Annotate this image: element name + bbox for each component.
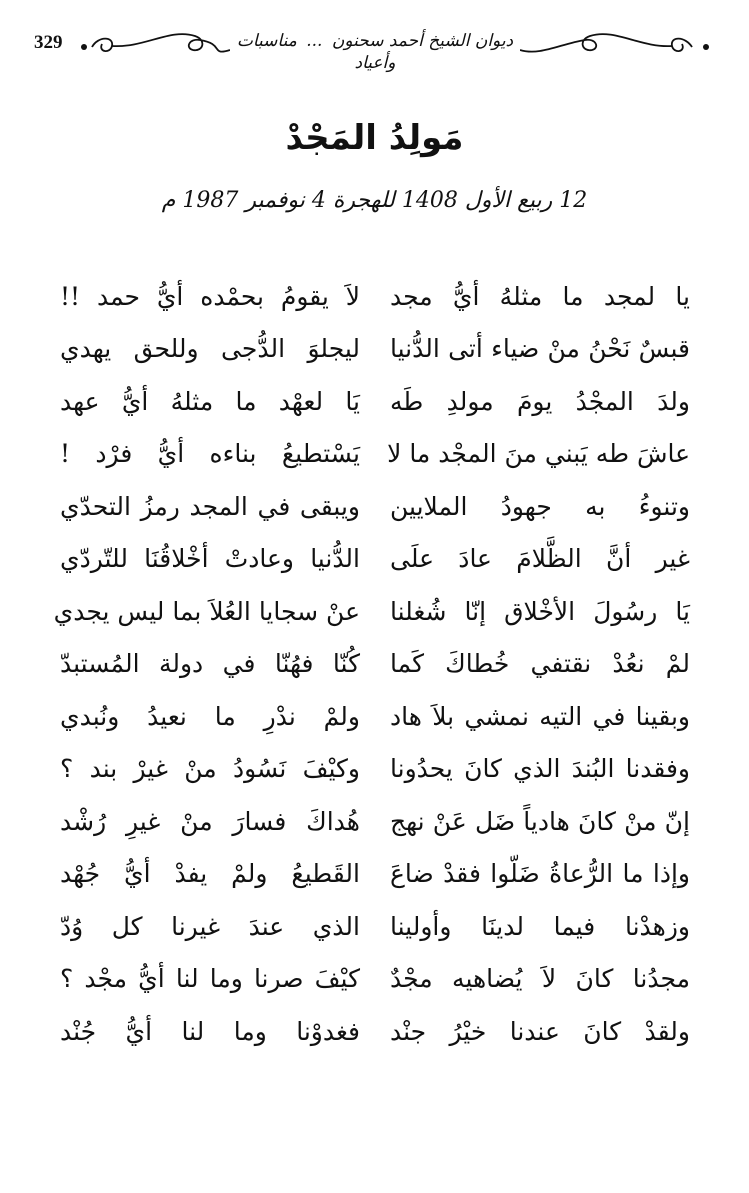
verse-first-hemistich: قبسٌ نَحْنُ منْ ضياء أتى الدُّنيا	[390, 334, 690, 364]
header-separator: ...	[306, 31, 323, 51]
verse-second-hemistich: عنْ سجايا العُلاَ بما ليس يجدي	[53, 596, 360, 626]
poem-date: 12 ربيع الأول 1408 للهجرة 4 نوفمبر 1987 م	[161, 188, 588, 213]
verse-first-hemistich: غير أنَّ الظَّلامَ عادَ علَى	[390, 544, 690, 574]
verse-second-hemistich: كيْفَ صرنا وما لنا أيُّ مجْد ؟	[60, 964, 360, 994]
verse-row	[60, 480, 690, 533]
verse-second-hemistich: لاَ يقومُ بحمْده أيُّ حمد !!	[60, 281, 360, 311]
verse-row	[60, 848, 690, 901]
verse-first-hemistich: وبقينا في التيه نمشي بلاَ هاد	[390, 701, 690, 731]
verse-second-hemistich: فغدوْنا وما لنا أيُّ جُنْد	[60, 1016, 360, 1046]
book-title: ديوان الشيخ أحمد سحنون	[331, 31, 514, 51]
verse-second-hemistich: يَسْتطيعُ بناءه أيُّ فرْد !	[60, 439, 360, 469]
verse-first-hemistich: وإذا ما الرُّعاةُ ضَلّوا فقدْ ضاعَ	[390, 859, 690, 889]
verse-second-hemistich: الدُّنيا وعادتْ أخْلاقُنَا للتّردّي	[60, 544, 360, 574]
verse-row	[60, 323, 690, 376]
page-number: 329	[34, 32, 63, 53]
verse-first-hemistich: ولدَ المجْدُ يومَ مولدِ طَه	[390, 386, 690, 416]
verse-first-hemistich: مجدُنا كانَ لاَ يُضاهيه مجْدٌ	[390, 964, 690, 994]
verse-row	[60, 795, 690, 848]
verse-second-hemistich: ولمْ ندْرِ ما نعيدُ ونُبدي	[60, 701, 360, 731]
verse-first-hemistich: عاشَ طه يَبني منَ المجْد ما لا	[387, 439, 690, 469]
verse-second-hemistich: هُداكَ فسارَ منْ غيرِ رُشْد	[60, 806, 360, 836]
section-name: مناسبات وأعياد	[236, 31, 396, 73]
running-header	[30, 22, 720, 72]
verse-first-hemistich: وتنوءُ به جهودُ الملايين	[390, 491, 690, 521]
verse-row	[60, 375, 690, 428]
verse-second-hemistich: الذي عندَ غيرنا كل وُدّ	[60, 911, 360, 941]
verse-second-hemistich: ويبقى في المجد رمزُ التحدّي	[60, 491, 360, 521]
verse-row	[60, 1005, 690, 1058]
verse-list	[53, 270, 690, 1058]
verse-row	[60, 428, 690, 481]
running-title	[230, 30, 520, 74]
verse-first-hemistich: وزهدْنا فيما لدينَا وأولينا	[390, 911, 690, 941]
verse-second-hemistich: يَا لعهْد ما مثلهُ أيُّ عهد	[60, 386, 360, 416]
verse-first-hemistich: لمْ نعُدْ نقتفي خُطاكَ كَما	[390, 649, 690, 679]
verse-row	[60, 638, 690, 691]
verse-second-hemistich: كُنّا فهُنّا في دولة المُستبدّ	[60, 649, 360, 679]
verse-first-hemistich: وفقدنا البُندَ الذي كانَ يحدُونا	[390, 754, 690, 784]
verse-first-hemistich: إنّ منْ كانَ هادياً ضَل عَنْ نهج	[390, 806, 690, 836]
verse-first-hemistich: يا لمجد ما مثلهُ أيُّ مجد	[390, 281, 690, 311]
verse-row	[60, 900, 690, 953]
poem-title: مَولِدُ المَجْدْ	[285, 118, 464, 158]
verse-first-hemistich: ولقدْ كانَ عندنا خيْرُ جنْد	[390, 1016, 690, 1046]
verse-row	[60, 690, 690, 743]
verse-second-hemistich: وكيْفَ نَسُودُ منْ غيرْ بند ؟	[60, 754, 360, 784]
verse-second-hemistich: ليجلوَ الدُّجى وللحق يهدي	[60, 334, 360, 364]
verse-row	[60, 953, 690, 1006]
verse-row	[60, 533, 690, 586]
verse-row	[60, 743, 690, 796]
verse-first-hemistich: يَا رسُولَ الأخْلاق إنّا شُغلنا	[390, 596, 690, 626]
verse-second-hemistich: القَطيعُ ولمْ يفدْ أيُّ جُهْد	[60, 859, 360, 889]
verse-row	[53, 585, 690, 638]
verse-row	[60, 270, 690, 323]
